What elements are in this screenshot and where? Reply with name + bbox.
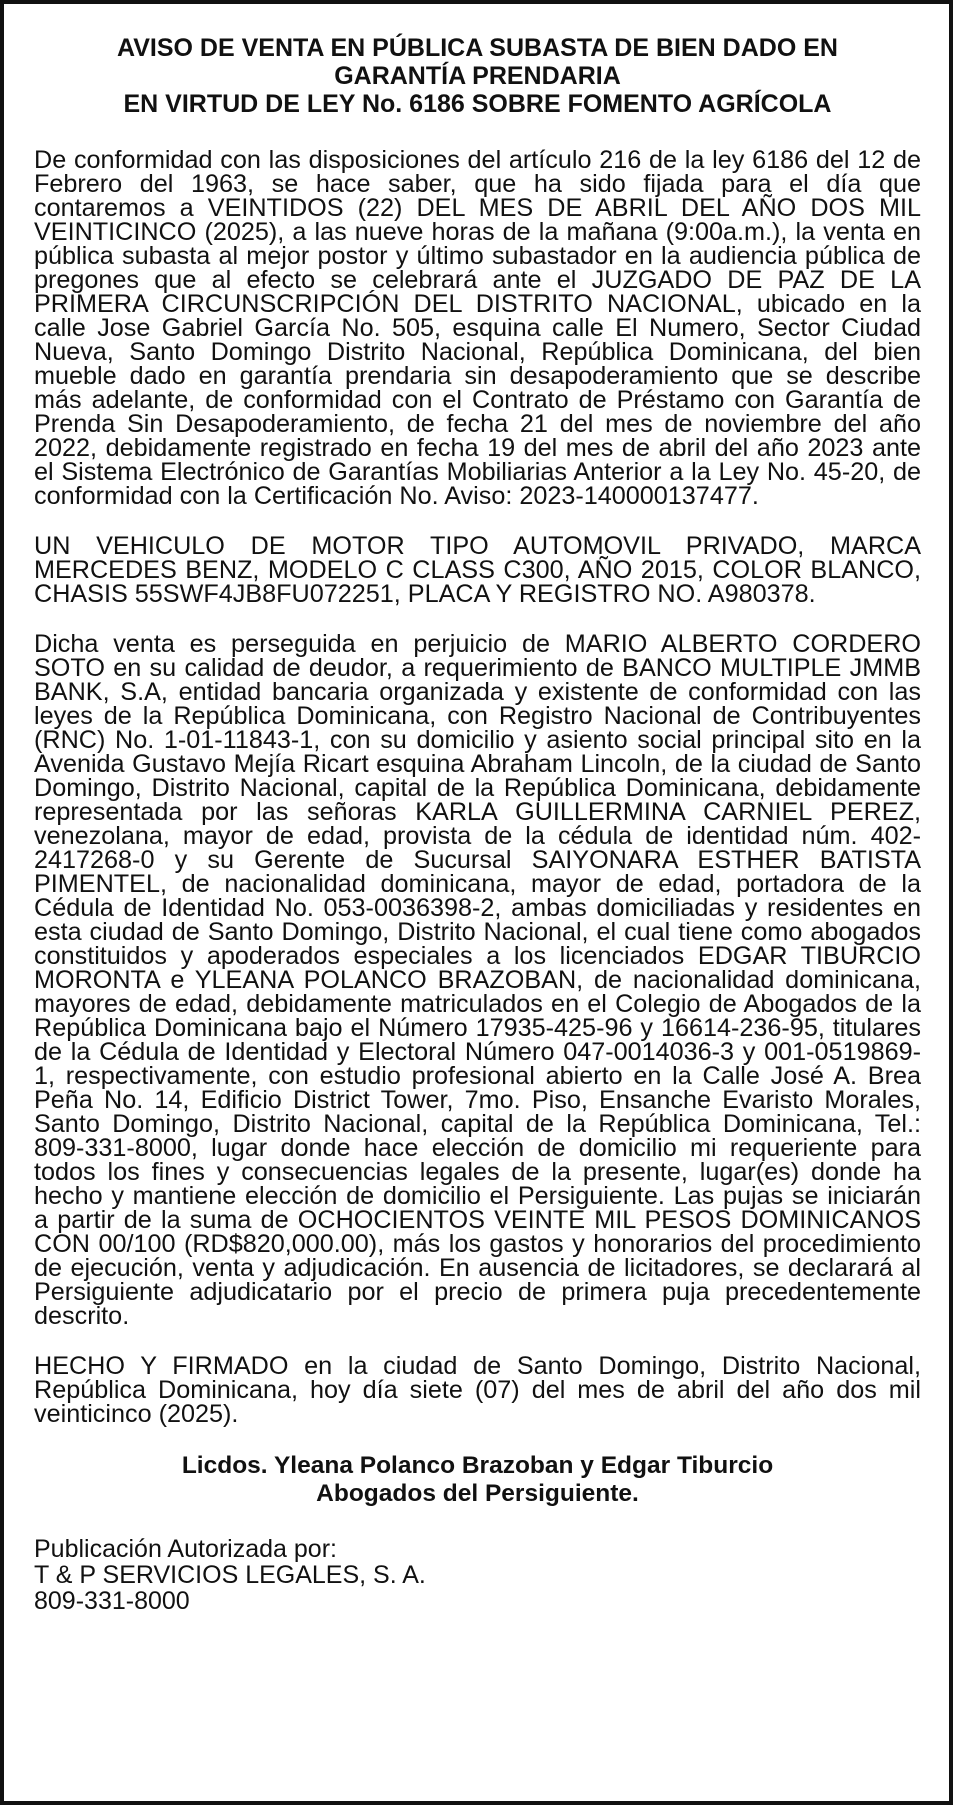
paragraph-sale-announcement: De conformidad con las disposiciones del artículo 216 de la ley 6186 del 12 de Febrero del 1963, se hace saber, que ha sido fijada para el día que contaremos a VEINTIDOS (22) DEL MES DE ABRIL DEL AÑO DOS MIL VEINTICINCO (2025), a las nueve horas de la mañana (9:00a.m.), la venta en pública subasta al mejor postor y último subastador en la audiencia pública de pregones que al efecto se celebrará ante el JUZGADO DE PAZ DE LA PRIMERA CIRCUNSCRIPCIÓN DEL DISTRITO NACIONAL, ubicado en la calle Jose Gabriel García No. 505, esquina calle El Numero, Sector Ciudad Nueva, Santo Domingo Distrito Nacional, República Dominicana, del bien mueble dado en garantía prendaria sin desapoderamiento que se describe más adelante, de conformidad con el Contrato de Préstamo con Garantía de Prenda Sin Desapoderamiento, de fecha 21 del mes de noviembre del año 2022, debidamente registrado en fecha 19 del mes de abril del año 2023 ante el Sistema Electrónico de Garantías Mobiliarias Anterior a la Ley No. 45-20, de conformidad con la Certificación No. Aviso: 2023-140000137477.: [34, 146, 921, 510]
title-line-2: GARANTÍA PRENDARIA: [334, 62, 621, 90]
footer-phone: 809-331-8000: [34, 1587, 190, 1615]
signature-block: [34, 1452, 921, 1508]
paragraph-parties: Dicha venta es perseguida en perjuicio de MARIO ALBERTO CORDERO SOTO en su calidad de deudor, a requerimiento de BANCO MULTIPLE JMMB BANK, S.A, entidad bancaria organizada y existente de conformidad con las leyes de la República Dominicana, con Registro Nacional de Contribuyentes (RNC) No. 1-01-11843-1, con su domicilio y asiento social principal sito en la Avenida Gustavo Mejía Ricart esquina Abraham Lincoln, de la ciudad de Santo Domingo, Distrito Nacional, capital de la República Dominicana, debidamente representada por las señoras KARLA GUILLERMINA CARNIEL PEREZ, venezolana, mayor de edad, provista de la cédula de identidad núm. 402-2417268-0 y su Gerente de Sucursal SAIYONARA ESTHER BATISTA PIMENTEL, de nacionalidad dominicana, mayor de edad, portadora de la Cédula de Identidad No. 053-0036398-2, ambas domiciliadas y residentes en esta ciudad de Santo Domingo, Distrito Nacional, el cual tiene como abogados constituidos y apoderados especiales a los licenciados EDGAR TIBURCIO MORONTA e YLEANA POLANCO BRAZOBAN, de nacionalidad dominicana, mayores de edad, debidamente matriculados en el Colegio de Abogados de la República Dominicana bajo el Número 17935-425-96 y 16614-236-95, titulares de la Cédula de Identidad y Electoral Número 047-0014036-3 y 001-0519869-1, respectivamente, con estudio profesional abierto en la Calle José A. Brea Peña No. 14, Edificio District Tower, 7mo. Piso, Ensanche Evaristo Morales, Santo Domingo, Distrito Nacional, capital de la República Dominicana, Tel.: 809-331-8000, lugar donde hace elección de domicilio mi requeriente para todos los fines y consecuencias legales de la presente, lugar(es) donde ha hecho y mantiene elección de domicilio el Persiguiente. Las pujas se iniciarán a partir de la suma de OCHOCIENTOS VEINTE MIL PESOS DOMINICANOS CON 00/100 (RD$820,000.00), más los gastos y honorarios del procedimiento de ejecución, venta y adjudicación. En ausencia de licitadores, se declarará al Persiguiente adjudicatario por el precio de primera puja precedentemente descrito.: [34, 630, 921, 1330]
paragraph-vehicle-description: UN VEHICULO DE MOTOR TIPO AUTOMOVIL PRIVADO, MARCA MERCEDES BENZ, MODELO C CLASS C300, AÑO 2015, COLOR BLANCO, CHASIS 55SWF4JB8FU072251, PLACA Y REGISTRO NO. A980378.: [34, 532, 921, 608]
signature-names: Licdos. Yleana Polanco Brazoban y Edgar Tiburcio: [181, 1452, 774, 1479]
footer-authorized-by: Publicación Autorizada por:: [34, 1535, 337, 1563]
title-line-3: EN VIRTUD DE LEY No. 6186 SOBRE FOMENTO AGRÍCOLA: [123, 90, 832, 118]
notice-title: [34, 34, 921, 118]
publication-footer: [34, 1536, 921, 1614]
title-line-1: AVISO DE VENTA EN PÚBLICA SUBASTA DE BIEN DADO EN: [117, 34, 838, 62]
footer-company: T & P SERVICIOS LEGALES, S. A.: [34, 1561, 426, 1589]
signature-role: Abogados del Persiguiente.: [316, 1480, 639, 1507]
paragraph-signed: HECHO Y FIRMADO en la ciudad de Santo Domingo, Distrito Nacional, República Dominicana, hoy día siete (07) del mes de abril del año dos mil veinticinco (2025).: [34, 1352, 921, 1428]
